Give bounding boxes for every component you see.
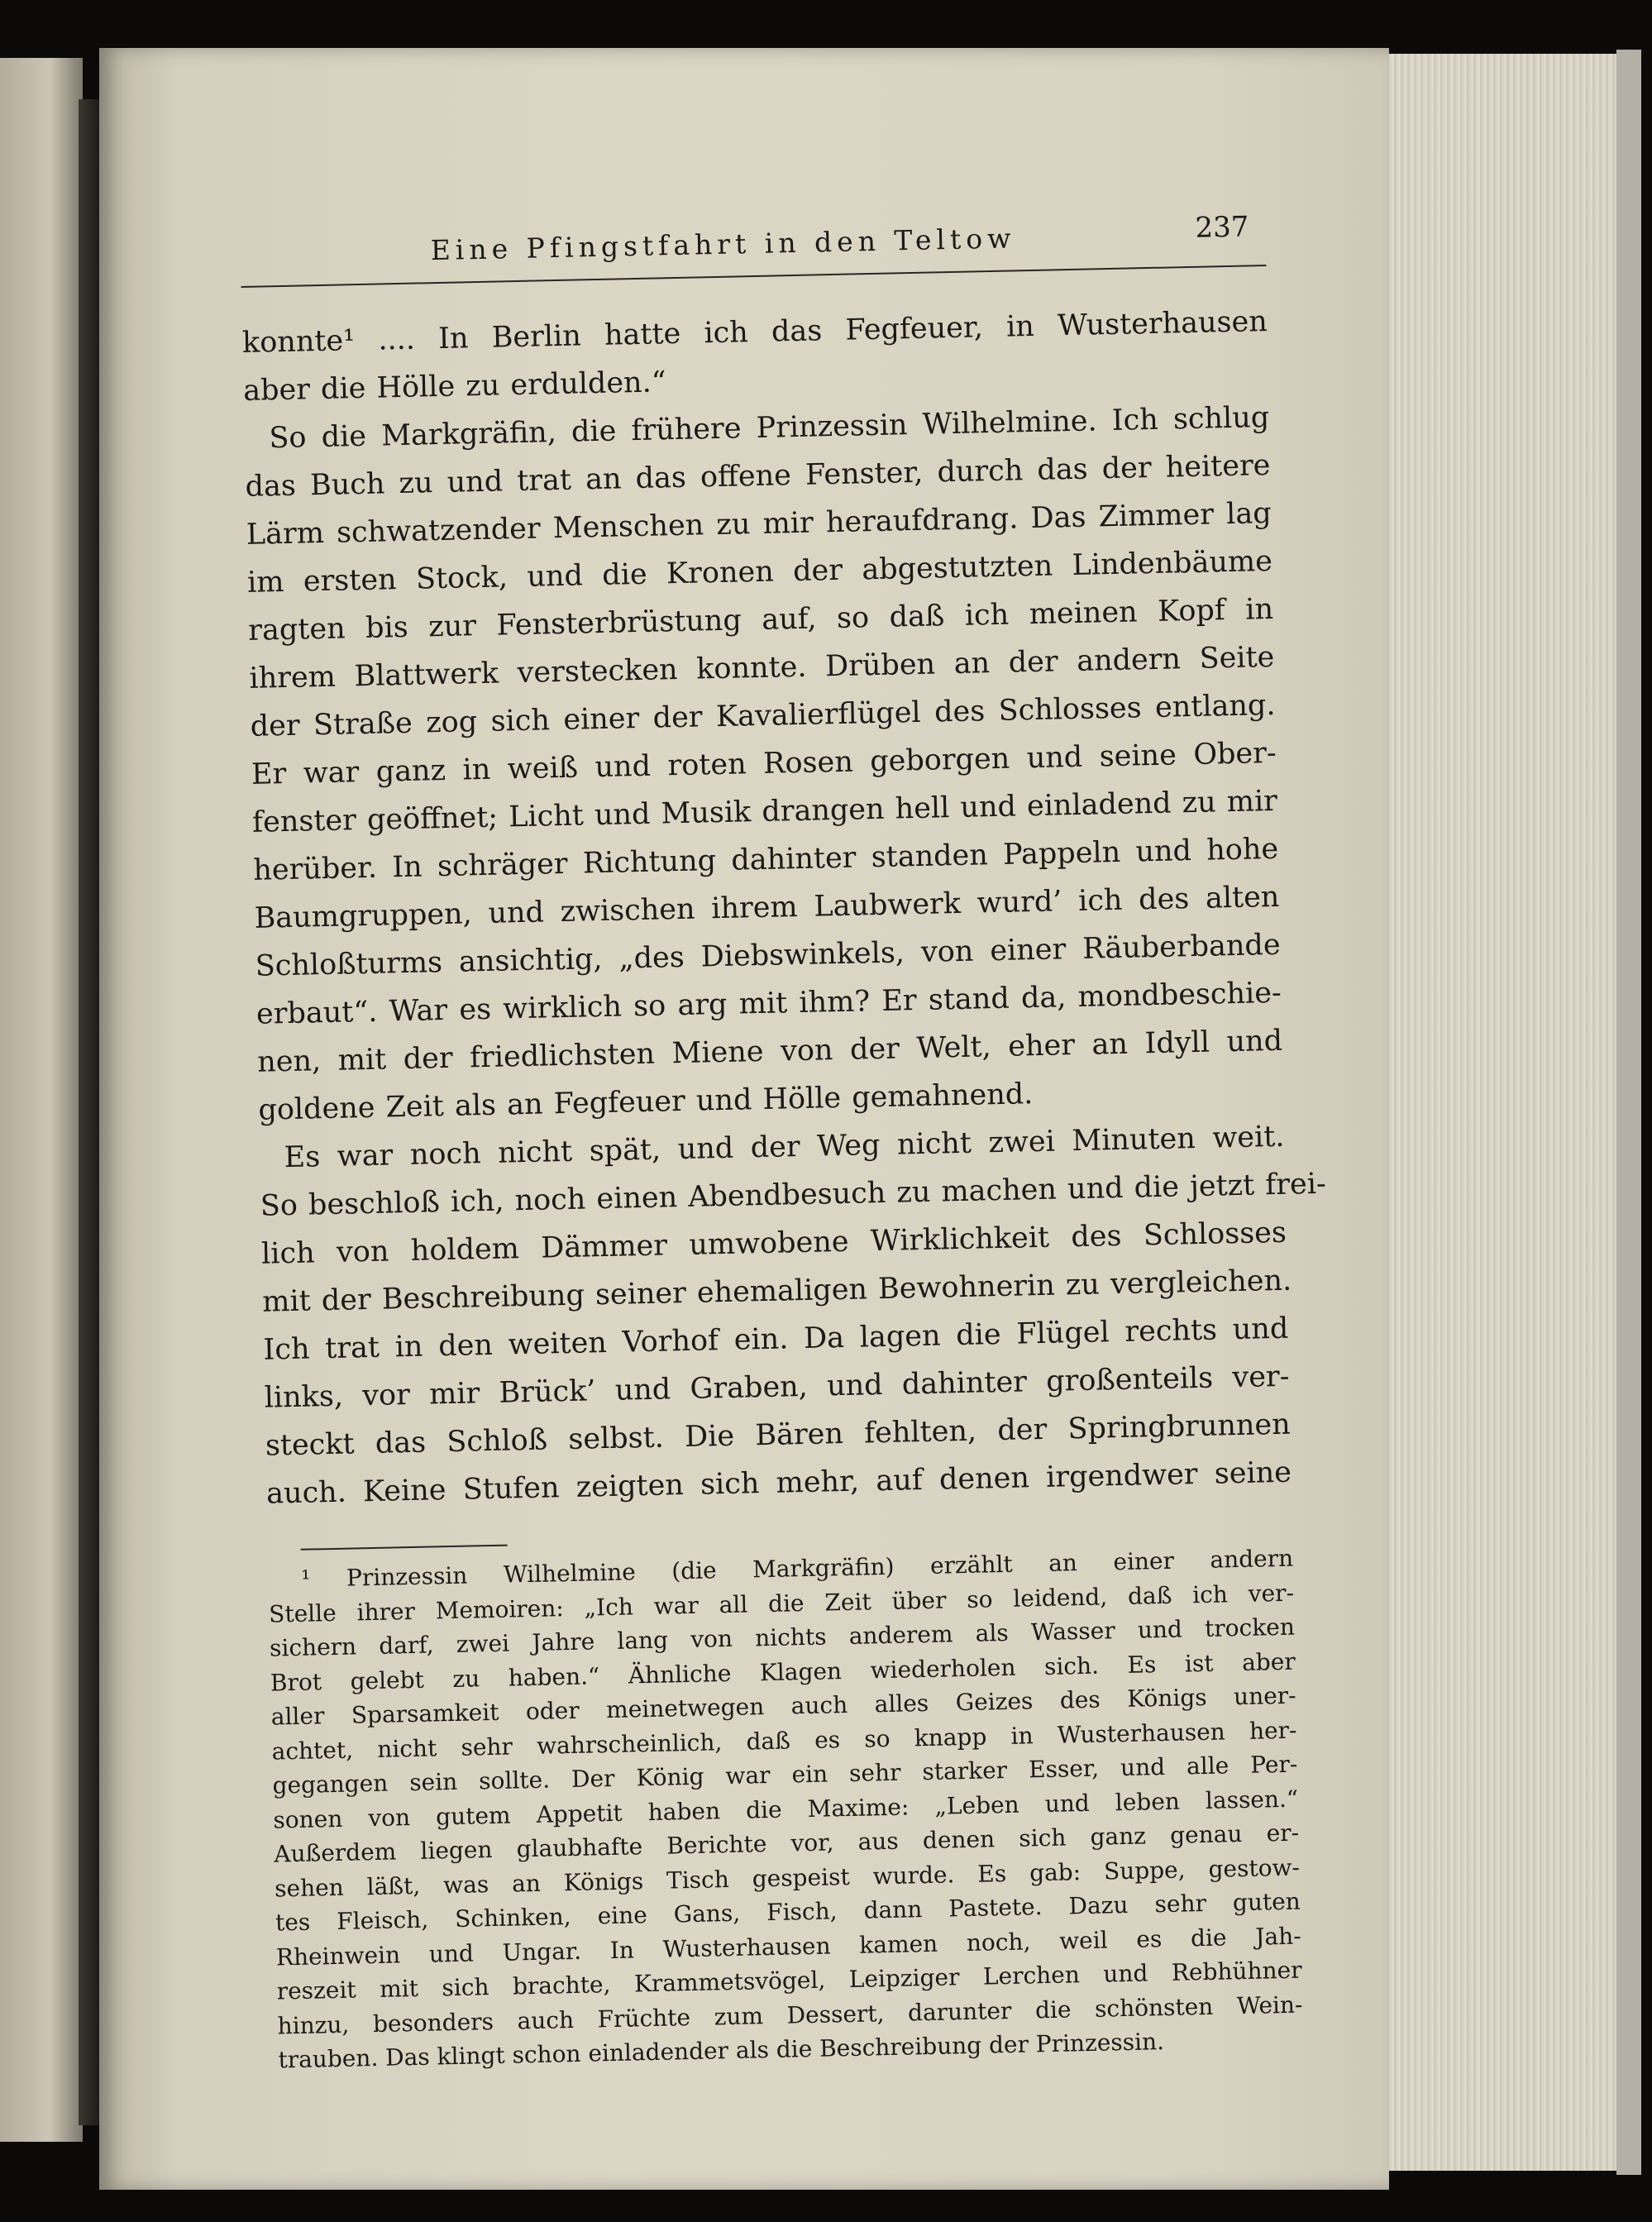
body-line: Schloßturms ansichtig, „des Diebswinkels, von einer Räuberbande [255, 928, 1281, 983]
footnote-line: gegangen sein sollte. Der König war ein sehr starker Esser, und alle Per- [272, 1750, 1298, 1799]
body-line: konnte¹ .... In Berlin hatte ich das Fegfeuer, in Wusterhausen [241, 305, 1268, 360]
running-title: Eine Pfingstfahrt in den Teltow [430, 222, 1016, 267]
body-text [241, 298, 1327, 1518]
facing-page-edge [0, 58, 83, 2142]
body-line: erbaut“. War es wirklich so arg mit ihm? Er stand da, mondbeschie- [255, 976, 1282, 1031]
body-line: ihrem Blattwerk verstecken konnte. Drüben an der andern Seite [249, 640, 1275, 695]
footnote-line: Stelle ihrer Memoiren: „Ich war all die Zeit über so leidend, daß ich ver- [268, 1579, 1295, 1628]
body-line: Lärm schwatzender Menschen zu mir heraufdrang. Das Zimmer lag [246, 496, 1272, 552]
footnote-line: Brot gelebt zu haben.“ Ähnliche Klagen wiederholen sich. Es ist aber [270, 1647, 1296, 1697]
footnote-line: hinzu, besonders auch Früchte zum Dessert, darunter die schönsten Wein- [277, 1990, 1303, 2040]
page-number: 237 [1195, 210, 1249, 245]
page-block-edges [1364, 54, 1634, 2171]
body-line: Ich trat in den weiten Vorhof ein. Da lagen die Flügel rechts und [263, 1312, 1289, 1367]
book-cover-edge [1616, 50, 1641, 2175]
body-line: ragten bis zur Fensterbrüstung auf, so daß ich meinen Kopf in [247, 592, 1274, 647]
footnote-line: sichern darf, zwei Jahre lang von nichts anderem als Wasser und trocken [269, 1613, 1296, 1662]
page-content [240, 202, 1327, 2077]
page-header [240, 202, 1266, 288]
body-line: das Buch zu und trat an das offene Fenster, durch das der heitere [245, 448, 1271, 504]
footnote-line: ¹ Prinzessin Wilhelmine (die Markgräfin) erzählt an einer andern [301, 1544, 1294, 1593]
body-line: steckt das Schloß selbst. Die Bären fehlten, der Springbrunnen [265, 1407, 1292, 1463]
body-line: links, vor mir Brück’ und Graben, und dahinter großenteils ver- [264, 1359, 1290, 1415]
body-line: So die Markgräfin, die frühere Prinzessin Wilhelmine. Ich schlug [269, 400, 1270, 456]
footnote-line: sehen läßt, was an Königs Tisch gespeist wurde. Es gab: Suppe, gestow- [274, 1853, 1301, 1903]
footnote-line: tes Fleisch, Schinken, eine Gans, Fisch, dann Pastete. Dazu sehr guten [275, 1887, 1301, 1937]
body-line: lich von holdem Dämmer umwobene Wirklichkeit des Schlosses [260, 1216, 1287, 1271]
body-line: nen, mit der friedlichsten Miene von der Welt, eher an Idyll und [256, 1024, 1283, 1079]
body-line: Baumgruppen, und zwischen ihrem Laubwerk wurd’ ich des alten [254, 880, 1280, 935]
footnote-line: achtet, nicht sehr wahrscheinlich, daß es so knapp in Wusterhausen her- [271, 1716, 1297, 1766]
body-line: goldene Zeit als an Fegfeuer und Hölle gemahnend. [258, 1078, 1034, 1127]
body-line: aber die Hölle zu erdulden.“ [242, 366, 667, 408]
footnote-line: reszeit mit sich brachte, Krammetsvögel, Leipziger Lerchen und Rebhühner [276, 1956, 1302, 2005]
body-line: Es war noch nicht spät, und der Weg nicht zwei Minuten weit. [284, 1120, 1285, 1175]
footnote-line: sonen von gutem Appetit haben die Maxime: „Leben und leben lassen.“ [273, 1785, 1299, 1834]
body-line: auch. Keine Stufen zeigten sich mehr, auf denen irgendwer seine [265, 1455, 1292, 1511]
body-line: So beschloß ich, noch einen Abendbesuch zu machen und die jetzt frei- [260, 1167, 1327, 1223]
body-line: fenster geöffnet; Licht und Musik drangen hell und einladend zu mir [251, 784, 1278, 839]
body-line: im ersten Stock, und die Kronen der abgestutzten Lindenbäume [246, 544, 1273, 600]
book-page [99, 48, 1389, 2190]
body-line: herüber. In schräger Richtung dahinter standen Pappeln und hohe [252, 832, 1279, 887]
body-line: der Straße zog sich einer der Kavalierflügel des Schlosses entlang. [250, 688, 1276, 743]
body-line: Er war ganz in weiß und roten Rosen geborgen und seine Ober- [251, 736, 1277, 791]
body-line: mit der Beschreibung seiner ehemaligen Bewohnerin zu vergleichen. [261, 1264, 1292, 1319]
footnote-line: Außerdem liegen glaubhafte Berichte vor, aus denen sich ganz genau er- [273, 1818, 1300, 1868]
footnotes [268, 1541, 1304, 2077]
footnote-line: Rheinwein und Ungar. In Wusterhausen kamen noch, weil es die Jah- [275, 1922, 1301, 1971]
footnote-line: trauben. Das klingt schon einladender als die Beschreibung der Prinzessin. [278, 2028, 1165, 2074]
footnote-divider [301, 1545, 508, 1551]
footnote-line: aller Sparsamkeit oder meinetwegen auch alles Geizes des Königs uner- [270, 1681, 1296, 1731]
